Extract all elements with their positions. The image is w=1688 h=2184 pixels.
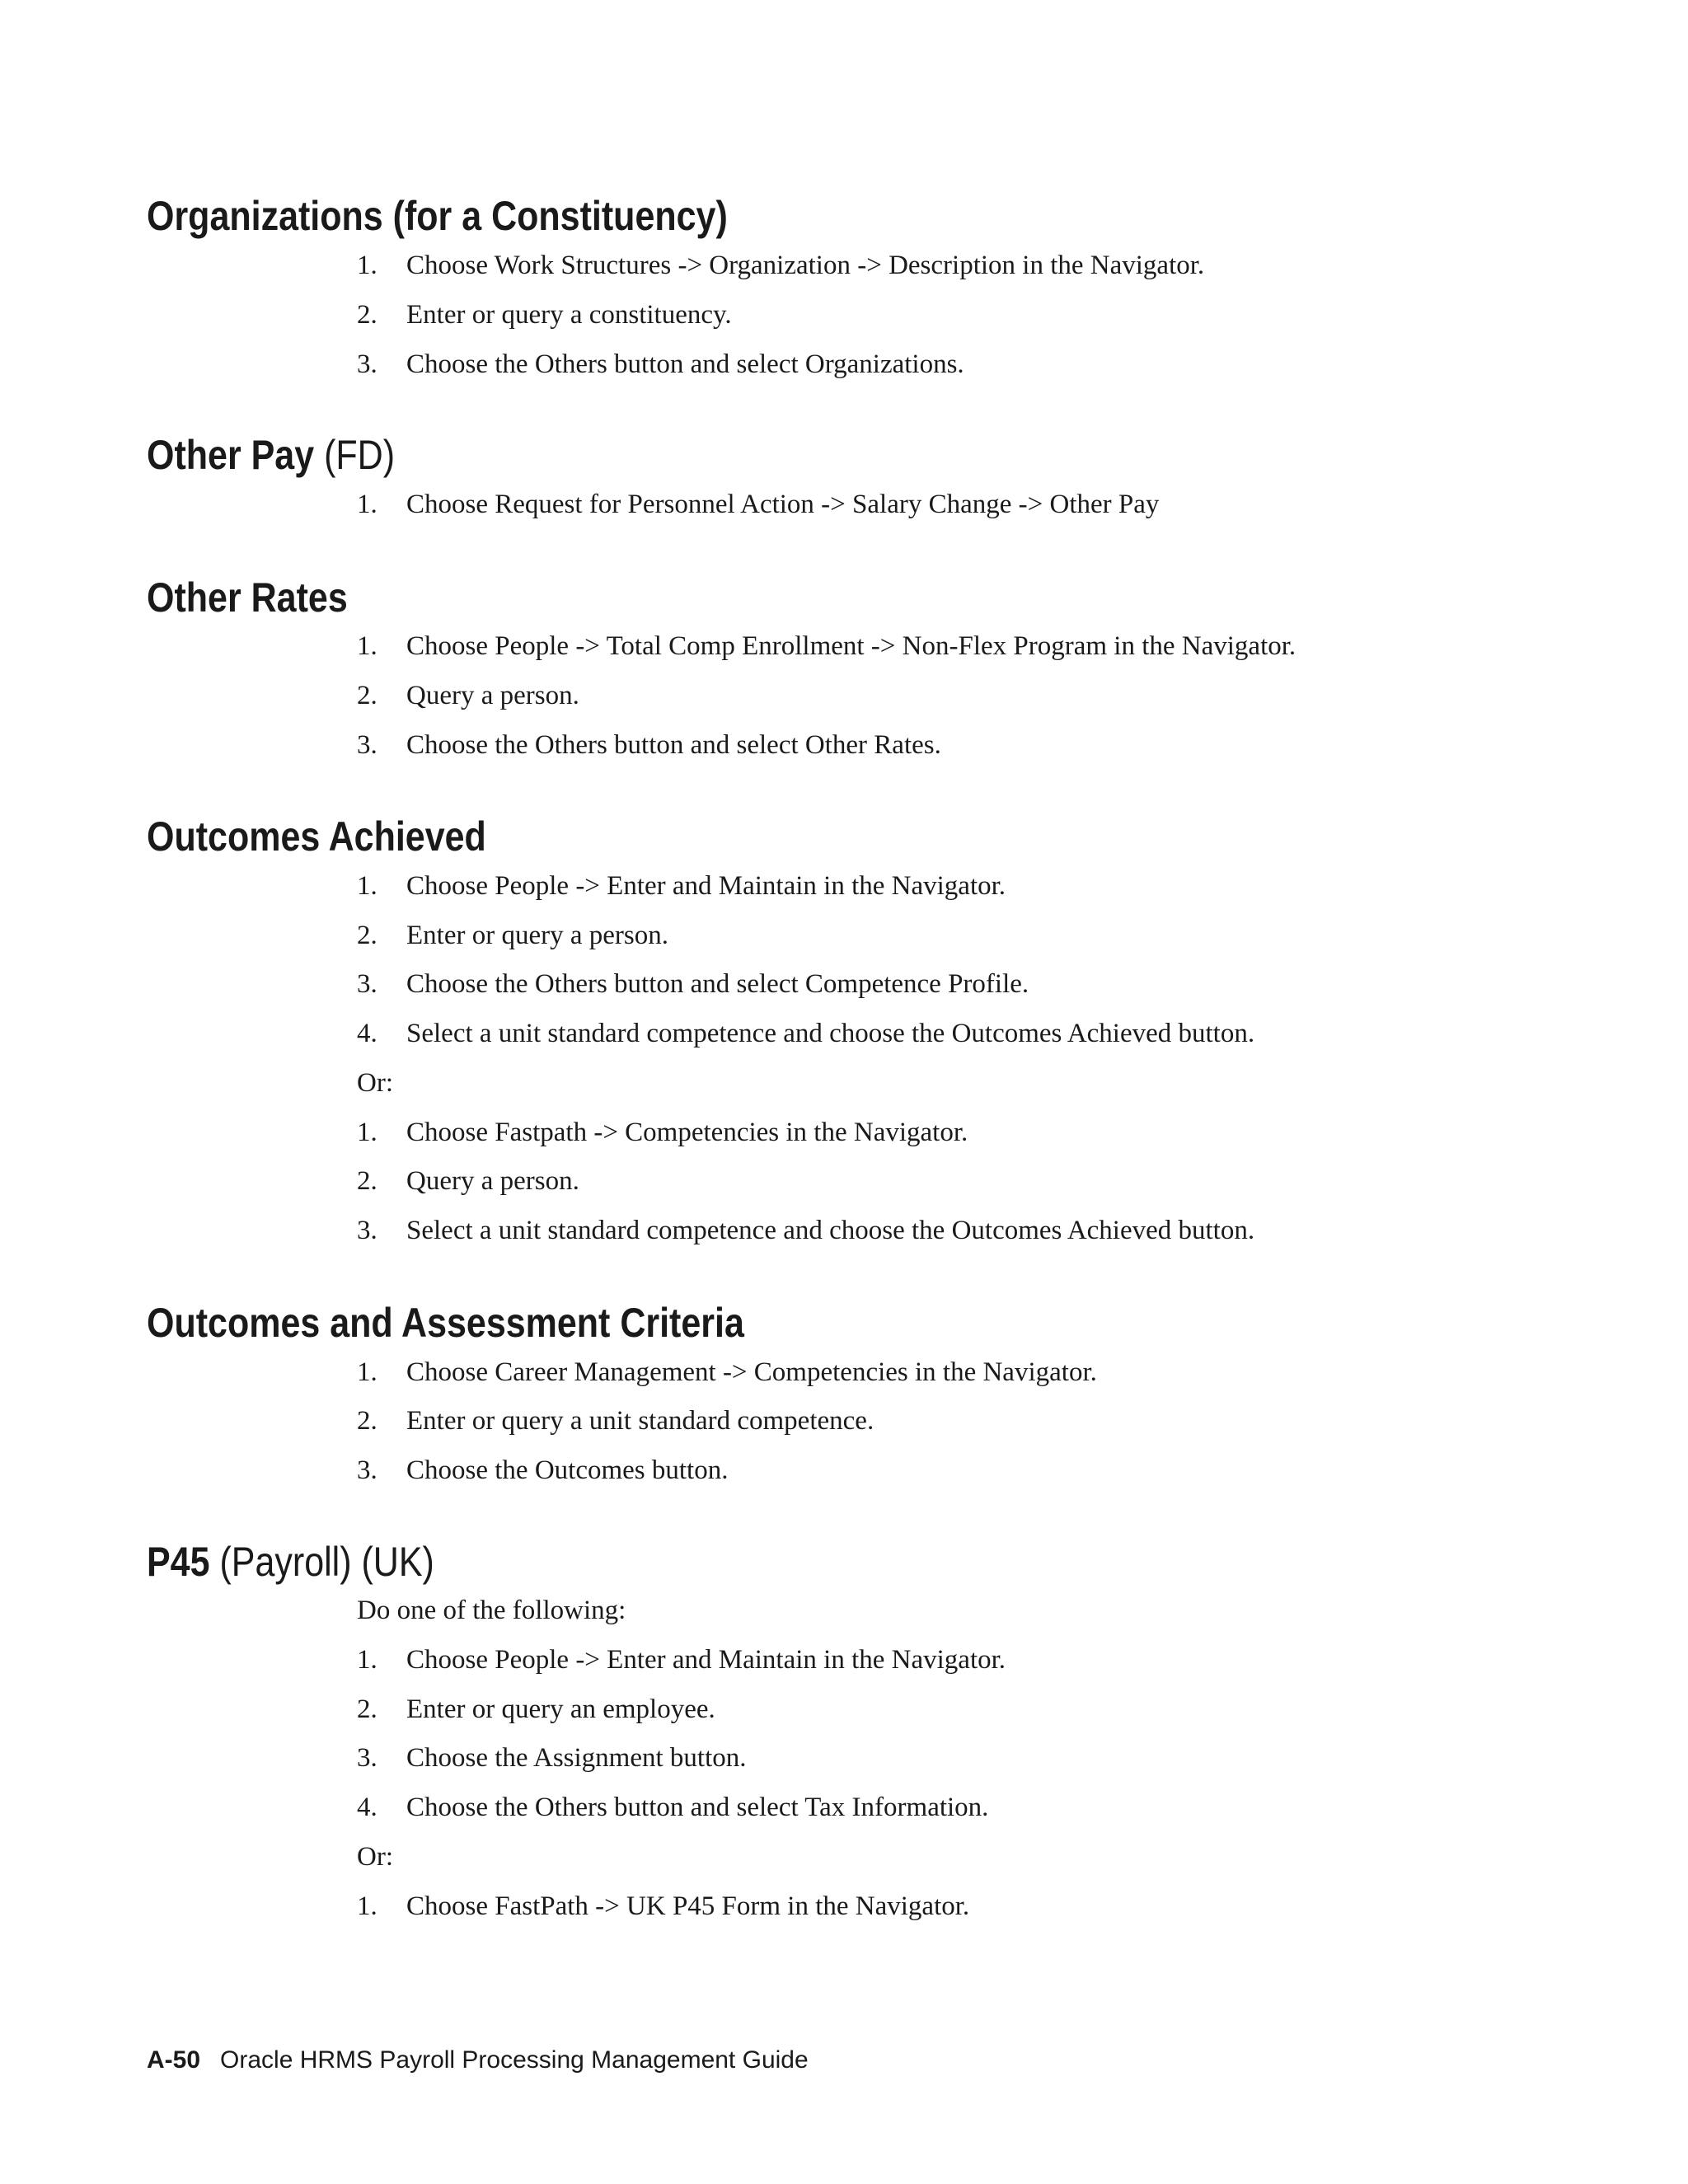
step-text: Choose FastPath -> UK P45 Form in the Navigator. xyxy=(406,1891,970,1921)
section-heading xyxy=(147,191,728,241)
step-number: 1. xyxy=(357,631,377,661)
list-item xyxy=(357,1356,1097,1389)
step-text: Enter or query a person. xyxy=(406,921,668,950)
step-text: Choose People -> Enter and Maintain in the Navigator. xyxy=(406,1645,1006,1675)
step-text: Select a unit standard competence and choose the Outcomes Achieved button. xyxy=(406,1216,1255,1245)
step-text: Choose Work Structures -> Organization -> Description in the Navigator. xyxy=(406,251,1205,280)
step-text: Choose the Others button and select Tax Information. xyxy=(406,1793,989,1822)
list-item xyxy=(357,729,941,762)
intro-text: Do one of the following: xyxy=(357,1596,626,1625)
step-text: Choose the Outcomes button. xyxy=(406,1455,729,1485)
step-number: 1. xyxy=(357,1891,377,1921)
step-number: 3. xyxy=(357,730,377,760)
list-item xyxy=(357,1741,747,1774)
section-heading xyxy=(147,812,486,861)
book-title: Oracle HRMS Payroll Processing Management Guide xyxy=(220,2046,809,2074)
step-number: 4. xyxy=(357,1793,377,1822)
section-title: Other Rates xyxy=(147,574,348,621)
step-number: 3. xyxy=(357,1216,377,1245)
list-item xyxy=(357,249,1204,282)
step-number: 3. xyxy=(357,1455,377,1485)
section-heading xyxy=(147,1537,434,1586)
step-text: Choose Request for Personnel Action -> Salary Change -> Other Pay xyxy=(406,490,1160,519)
step-number: 3. xyxy=(357,969,377,999)
step-text: Select a unit standard competence and choose the Outcomes Achieved button. xyxy=(406,1019,1255,1048)
section-title: Outcomes Achieved xyxy=(147,813,486,860)
list-item xyxy=(357,968,1029,1001)
list-item xyxy=(357,630,1296,663)
section-title: Outcomes and Assessment Criteria xyxy=(147,1300,744,1346)
section-title-suffix: (FD) xyxy=(314,432,396,478)
step-number: 1. xyxy=(357,251,377,280)
list-item xyxy=(357,679,579,712)
step-number: 4. xyxy=(357,1019,377,1048)
list-item xyxy=(357,1454,728,1487)
section-title: Organizations (for a Constituency) xyxy=(147,193,728,239)
list-item xyxy=(357,919,668,952)
step-number: 2. xyxy=(357,1406,377,1436)
step-number: 2. xyxy=(357,300,377,330)
page-number: A-50 xyxy=(147,2046,201,2074)
step-text: Enter or query a constituency. xyxy=(406,300,732,330)
step-number: 1. xyxy=(357,1645,377,1675)
section-heading xyxy=(147,573,348,622)
step-text: Query a person. xyxy=(406,681,579,710)
list-item xyxy=(357,1791,988,1824)
step-number: 1. xyxy=(357,1118,377,1147)
list-item xyxy=(357,1116,968,1149)
step-number: 3. xyxy=(357,1743,377,1773)
step-text: Choose the Others button and select Organizations. xyxy=(406,349,964,379)
step-text: Query a person. xyxy=(406,1166,579,1196)
list-item xyxy=(357,1890,969,1923)
section-heading xyxy=(147,1298,744,1347)
step-number: 1. xyxy=(357,490,377,519)
step-number: 2. xyxy=(357,1694,377,1724)
section-title: P45 xyxy=(147,1539,210,1585)
step-text: Choose the Others button and select Competence Profile. xyxy=(406,969,1029,999)
step-text: Choose Career Management -> Competencies in the Navigator. xyxy=(406,1357,1097,1387)
section-title: Other Pay xyxy=(147,432,315,478)
list-item xyxy=(357,348,964,381)
page-footer xyxy=(147,2044,809,2077)
list-item xyxy=(357,1214,1254,1247)
list-item xyxy=(357,488,1159,521)
list-item xyxy=(357,1017,1254,1050)
list-item xyxy=(357,1693,715,1726)
step-text: Choose the Others button and select Other Rates. xyxy=(406,730,941,760)
step-text: Enter or query a unit standard competence. xyxy=(406,1406,874,1436)
or-label: Or: xyxy=(357,1068,393,1098)
list-item xyxy=(357,1404,874,1437)
list-item xyxy=(357,869,1006,902)
step-number: 1. xyxy=(357,871,377,901)
step-text: Choose Fastpath -> Competencies in the Navigator. xyxy=(406,1118,968,1147)
step-text: Choose People -> Enter and Maintain in the Navigator. xyxy=(406,871,1006,901)
step-number: 1. xyxy=(357,1357,377,1387)
step-number: 2. xyxy=(357,921,377,950)
step-number: 2. xyxy=(357,1166,377,1196)
list-item xyxy=(357,1643,1006,1676)
step-text: Enter or query an employee. xyxy=(406,1694,715,1724)
step-number: 3. xyxy=(357,349,377,379)
section-title-suffix: (Payroll) (UK) xyxy=(209,1539,434,1585)
step-text: Choose the Assignment button. xyxy=(406,1743,747,1773)
step-number: 2. xyxy=(357,681,377,710)
list-item xyxy=(357,298,732,331)
section-heading xyxy=(147,430,395,480)
or-label: Or: xyxy=(357,1842,393,1872)
step-text: Choose People -> Total Comp Enrollment -> Non-Flex Program in the Navigator. xyxy=(406,631,1296,661)
list-item xyxy=(357,1165,579,1197)
